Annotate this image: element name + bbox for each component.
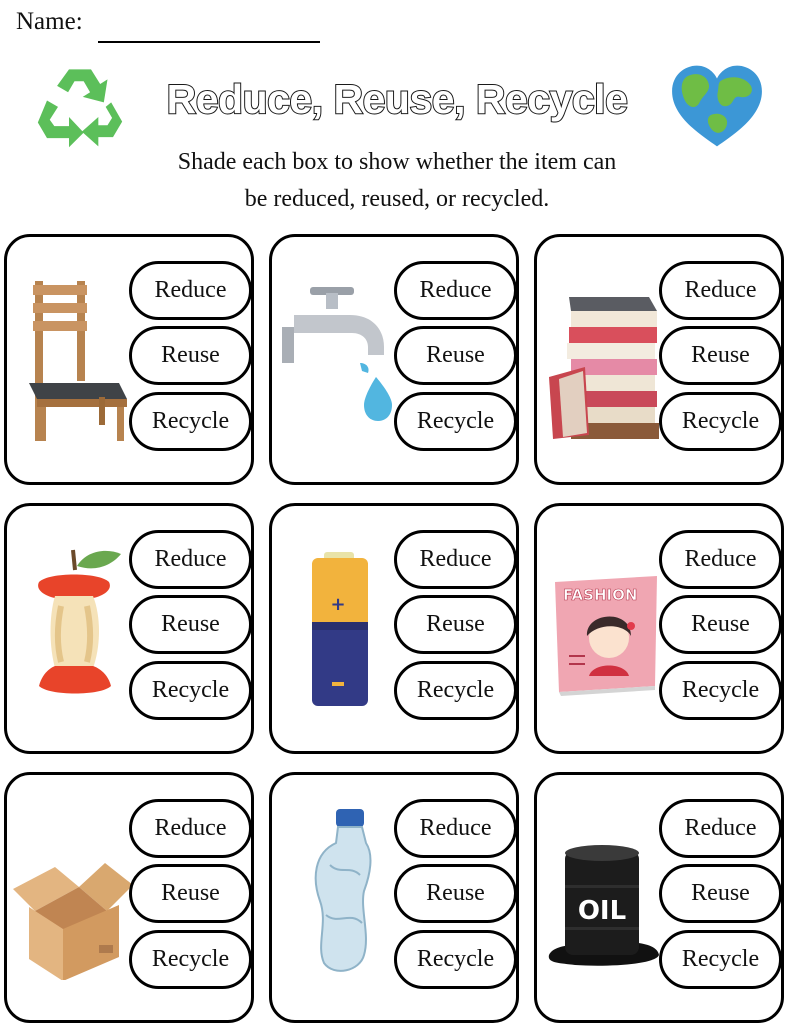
option-label: Reuse — [691, 611, 750, 637]
option-recycle[interactable] — [659, 930, 782, 989]
option-reduce[interactable] — [659, 799, 782, 858]
option-label: Reduce — [419, 546, 492, 572]
option-label: Reuse — [161, 611, 220, 637]
option-reduce[interactable] — [394, 530, 517, 589]
item-card-plastic-bottle — [269, 772, 519, 1023]
magazine-cover-text: FASHION — [563, 586, 638, 604]
option-label: Reduce — [684, 815, 757, 841]
plastic-bottle-icon — [280, 805, 398, 980]
option-reduce[interactable] — [129, 799, 252, 858]
item-card-faucet — [269, 234, 519, 485]
option-reuse[interactable] — [659, 326, 782, 385]
option-label: Recycle — [416, 408, 495, 434]
option-reduce[interactable] — [129, 530, 252, 589]
option-label: Reduce — [419, 277, 492, 303]
option-label: Reuse — [426, 611, 485, 637]
option-label: Reduce — [154, 815, 227, 841]
instructions-line-2: be reduced, reused, or recycled. — [244, 186, 550, 212]
option-reduce[interactable] — [394, 799, 517, 858]
option-label: Reduce — [684, 277, 757, 303]
option-label: Reuse — [691, 342, 750, 368]
option-label: Recycle — [681, 946, 760, 972]
instructions-line-1: Shade each box to show whether the item can — [177, 149, 617, 175]
magazine-icon — [545, 536, 663, 711]
option-label: Recycle — [416, 677, 495, 703]
option-reuse[interactable] — [129, 326, 252, 385]
instructions — [0, 144, 794, 218]
option-reduce[interactable] — [659, 530, 782, 589]
option-label: Reuse — [426, 342, 485, 368]
option-recycle[interactable] — [394, 392, 517, 451]
item-card-oil-barrel — [534, 772, 784, 1023]
item-grid — [4, 234, 788, 1024]
option-reuse[interactable] — [394, 864, 517, 923]
option-label: Recycle — [151, 677, 230, 703]
option-recycle[interactable] — [394, 661, 517, 720]
name-label: Name: — [16, 8, 83, 35]
battery-icon — [280, 536, 398, 711]
option-label: Reduce — [684, 546, 757, 572]
option-label: Recycle — [151, 408, 230, 434]
option-reuse[interactable] — [129, 595, 252, 654]
option-recycle[interactable] — [394, 930, 517, 989]
option-reduce[interactable] — [129, 261, 252, 320]
faucet-icon — [280, 267, 398, 442]
item-card-magazine — [534, 503, 784, 754]
chair-icon — [15, 267, 133, 442]
option-recycle[interactable] — [659, 661, 782, 720]
name-blank-line[interactable] — [98, 41, 320, 43]
cardboard-box-icon — [9, 805, 135, 980]
option-recycle[interactable] — [129, 930, 252, 989]
option-label: Recycle — [681, 677, 760, 703]
option-label: Reduce — [419, 815, 492, 841]
item-card-books — [534, 234, 784, 485]
item-card-battery — [269, 503, 519, 754]
svg-text:+: + — [330, 594, 346, 615]
option-reduce[interactable] — [659, 261, 782, 320]
option-label: Reuse — [426, 880, 485, 906]
item-card-cardboard-box — [4, 772, 254, 1023]
option-label: Reuse — [161, 342, 220, 368]
option-reuse[interactable] — [659, 864, 782, 923]
page-title: Reduce, Reuse, Recycle — [166, 76, 628, 122]
option-label: Reuse — [161, 880, 220, 906]
option-label: Recycle — [681, 408, 760, 434]
option-label: Reduce — [154, 546, 227, 572]
option-reuse[interactable] — [659, 595, 782, 654]
option-reuse[interactable] — [394, 326, 517, 385]
option-reduce[interactable] — [394, 261, 517, 320]
option-recycle[interactable] — [129, 392, 252, 451]
option-label: Recycle — [416, 946, 495, 972]
item-card-apple-core — [4, 503, 254, 754]
option-label: Reuse — [691, 880, 750, 906]
earth-heart-icon — [666, 62, 768, 150]
item-card-chair — [4, 234, 254, 485]
option-reuse[interactable] — [129, 864, 252, 923]
option-recycle[interactable] — [659, 392, 782, 451]
barrel-label-text: OIL — [577, 896, 627, 926]
option-label: Reduce — [154, 277, 227, 303]
option-label: Recycle — [151, 946, 230, 972]
option-reuse[interactable] — [394, 595, 517, 654]
option-recycle[interactable] — [129, 661, 252, 720]
oil-barrel-icon — [545, 805, 663, 980]
books-icon — [545, 267, 663, 442]
apple-core-icon — [15, 536, 133, 711]
